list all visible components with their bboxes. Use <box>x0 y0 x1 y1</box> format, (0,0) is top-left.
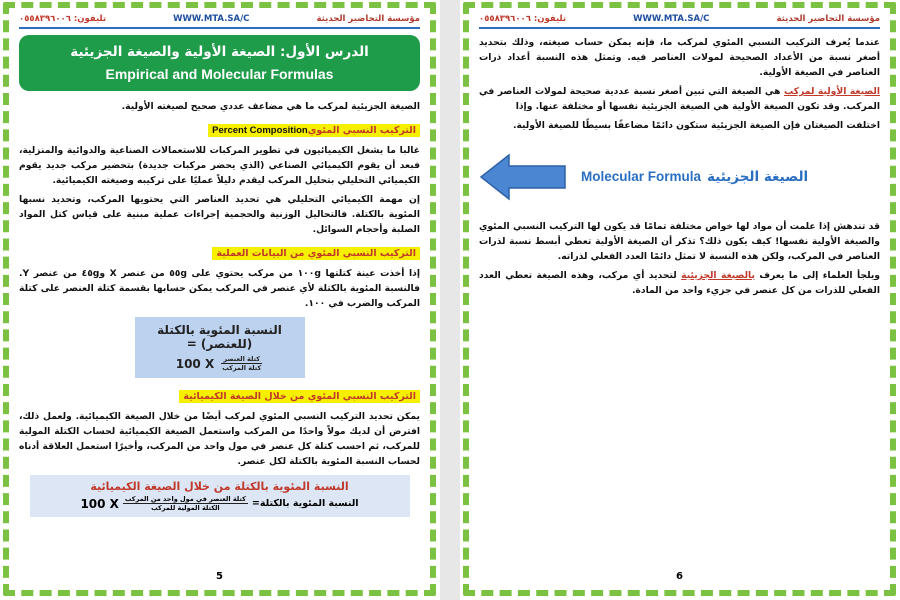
paragraph-1: غالبا ما يشغل الكيميائيون في تطوير المركبات للاستعمالات الصناعية والدوائية والمنزلية، فبعد أن يقوم الكيميائي الصناعي (الذي يحضر مركبات جديدة) بتحضير مركب جديد يقوم الكيميائي التحليلي بتحليل المركب ليقدم دليلاً عمليًا على تركيبه وصيغته الكيميائية. <box>19 145 420 186</box>
paragraph-5 <box>479 268 880 298</box>
paragraph-2-rest: هي الصيغة التي تبين أصغر نسبة عددية صحيحة لمولات العناصر في المركب. وقد تكون الصيغة الأولية هي الصيغة الجزيئية نفسها أو مختلفة عنها. وإذا <box>479 86 880 112</box>
formula-numerator: كتلة العنصر <box>223 355 261 363</box>
paragraph-5-rest: لتحديد أي مركب، وهذه الصيغة تعطي العدد الفعلي للذرات من كل عنصر في جزيء واحد من المادة. <box>479 270 880 296</box>
banner-title-en: Empirical and Molecular Formulas <box>105 66 334 82</box>
paragraph-2 <box>479 84 880 114</box>
banner-title-ar: الدرس الأول: الصيغة الأولية والصيغة الجزيئية <box>70 44 369 60</box>
header-org: مؤسسة التحاضير الحديثة <box>316 14 420 24</box>
paragraph-1: عندما يُعرف التركيب النسبي المئوي لمركب ما، فإنه يمكن حساب صيغته، وذلك بتحديد أصغر نسبة من الأعداد الصحيحة لمولات العناصر فيه. وتمثل هذه النسبة أعداد ذرات العناصر في الصيغة الأولية. <box>479 37 880 78</box>
formula2-numerator: كتلة العنصر في مول واحد من المركب <box>124 495 246 503</box>
formula-box-mass-percent <box>135 317 305 378</box>
header-website[interactable]: WWW.MTA.SA/C <box>633 14 710 24</box>
paragraph-3: اختلفت الصيغتان فإن الصيغة الجزيئية ستكون دائمًا مضاعفًا بسيطًا للصيغة الأولية. <box>512 120 880 131</box>
paragraph-4: قد تندهش إذا علمت أن مواد لها خواص مختلفة تمامًا قد يكون لها التركيب النسبي المئوي والصيغة الأولية نفسها! كيف يكون ذلك؟ تذكر أن الصيغة الأولية تعطي أبسط نسبة لذرات العناصر في المركب، ولكن هذه النسبة لا تمثل دائمًا العدد الفعلي لذراته. <box>479 221 880 262</box>
heading-ar: التركيب النسبي المئوي <box>307 125 416 136</box>
heading-en: Percent Composition <box>212 125 308 136</box>
formula2-multiplier: 100 X <box>80 496 119 511</box>
lesson-banner <box>19 35 420 91</box>
page-number: 6 <box>676 571 683 582</box>
page-header <box>479 14 880 29</box>
formula-box-from-chemical-formula <box>30 475 410 517</box>
molecular-formula-ar: الصيغة الجزيئية <box>707 169 809 185</box>
paragraph-3: إذا أخذت عينة كتلتها ١٠٠g من مركب يحتوي على ٥٥g من عنصر X و٤٥g من عنصر Y. فالنسبة المئوية بالكتلة لأي عنصر في المركب يمكن حسابها بقسمة كتلة العنصر على كتلة المركب والضرب في ١٠٠. <box>19 268 420 309</box>
header-phone: تليفون: ٠٥٥٨٣٩٦٠٠٦ <box>19 14 107 24</box>
header-org: مؤسسة التحاضير الحديثة <box>776 14 880 24</box>
header-phone: تليفون: ٠٥٥٨٣٩٦٠٠٦ <box>479 14 567 24</box>
header-website[interactable]: WWW.MTA.SA/C <box>173 14 250 24</box>
intro-text: الصيغة الجزيئية لمركب ما هي مضاعف عددي صحيح لصيغته الأولية. <box>121 101 420 112</box>
formula2-fraction <box>123 495 248 512</box>
heading-experimental-data: التركيب النسبي المئوي من البيانات العملية <box>212 247 420 260</box>
formula-denominator: كتلة المركب <box>222 364 262 372</box>
left-arrow-icon <box>479 153 567 201</box>
paragraph-2: إن مهمة الكيميائي التحليلي هي تحديد العناصر التي يحتويها المركب، وتحديد نسبها المئوية بالكتلة. فالتحاليل الوزنية والحجمية إجراءات عملية مبنية على قياس كتل المواد الصلبة وأحجام السوائل. <box>19 194 420 235</box>
paragraph-5-pre: ويلجأ العلماء إلى ما يعرف <box>754 270 880 281</box>
formula2-denominator: الكتلة المولية للمركب <box>151 504 220 512</box>
term-empirical-formula: الصيغة الأولية لمركب <box>784 86 880 97</box>
page-number: 5 <box>216 571 223 582</box>
page-5 <box>3 2 436 596</box>
page-gap <box>440 0 460 600</box>
formula-title: النسبة المئوية بالكتلة (للعنصر) = <box>157 323 282 351</box>
heading-from-formula: التركيب النسبي المئوي من خلال الصيغة الكيميائية <box>179 390 420 403</box>
paragraph-4: يمكن تحديد التركيب النسبي المئوي لمركب أيضًا من خلال الصيغة الكيميائية. ولعمل ذلك، افترض أن لديك مولاً واحدًا من المركب واستعمل الصيغة الكيميائية لحساب الكتلة المولية للمركب، ثم احسب كتلة كل عنصر في مول واحد من المركب، وأخيرًا استعمل العلاقة أدناه لحساب النسبة المئوية بالكتلة لكل عنصر. <box>19 411 420 467</box>
molecular-formula-callout <box>479 153 880 201</box>
molecular-formula-en: Molecular Formula <box>581 169 702 184</box>
formula-multiplier: 100 X <box>175 356 215 371</box>
formula2-title: النسبة المئوية بالكتلة من خلال الصيغة الكيميائية <box>90 480 349 493</box>
molecular-formula-title <box>581 169 808 185</box>
page-6 <box>463 2 896 596</box>
term-molecular-formula: بالصيغة الجزيئية <box>681 270 755 281</box>
formula-fraction <box>220 355 263 372</box>
page-header <box>19 14 420 29</box>
heading-percent-composition <box>208 124 420 137</box>
formula2-label: النسبة المئوية بالكتلة= <box>251 498 359 509</box>
